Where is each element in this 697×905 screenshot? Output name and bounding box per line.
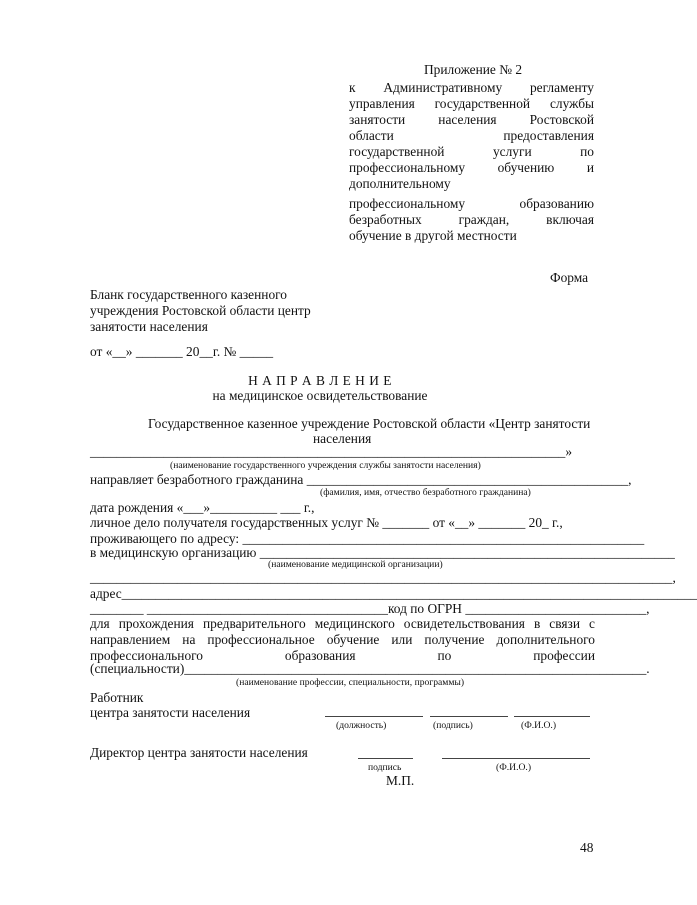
appendix-line: области предоставления <box>349 128 594 143</box>
appendix-line: безработных граждан, включая <box>349 212 594 227</box>
institution-caption: (наименование государственного учреждения службы занятости населения) <box>170 460 481 471</box>
appendix-line: занятости населения Ростовской <box>349 112 594 127</box>
position-caption: (должность) <box>336 720 387 731</box>
institution-line: населения <box>313 431 372 446</box>
appendix-line: государственной услуги по <box>349 144 594 159</box>
purpose-line: профессионального образования по профессии <box>90 648 595 663</box>
signature-line <box>430 716 508 717</box>
purpose-paragraph <box>90 616 595 664</box>
blank-line: занятости населения <box>90 319 208 334</box>
blank-line: Бланк государственного казенного <box>90 287 287 302</box>
field-med-org-caption: (наименование медицинской организации) <box>268 559 443 570</box>
field-specialty: (специальности)_____________________________________________________________________. <box>90 661 650 676</box>
name-caption: (Ф.И.О.) <box>521 720 557 731</box>
appendix-line: управления государственной службы <box>349 96 594 111</box>
worker-label: Работник <box>90 690 144 705</box>
appendix-text <box>349 80 594 244</box>
date-number-line: от «__» _______ 20__г. № _____ <box>90 344 274 359</box>
field-address: проживающего по адресу: ____________________________________________________________ <box>90 531 645 546</box>
director-name-caption: (Ф.И.О.) <box>496 762 532 773</box>
appendix-title: Приложение № 2 <box>424 62 523 77</box>
appendix-line: обучение в другой местности <box>349 228 517 243</box>
name-line <box>514 716 590 717</box>
field-med-org: в медицинскую организацию ______________________________________________________________ <box>90 545 675 560</box>
institution-fill-line: _______________________________________________________________________» <box>90 444 573 459</box>
worker-label: центра занятости населения <box>90 705 251 720</box>
director-label: Директор центра занятости населения <box>90 745 308 760</box>
appendix-line: дополнительному <box>349 176 451 191</box>
purpose-line: направлением на профессиональное обучение или получение дополнительного <box>90 632 595 647</box>
institution-blank <box>90 287 311 335</box>
form-label: Форма <box>550 270 589 285</box>
page-number: 48 <box>580 840 594 855</box>
stamp-place: М.П. <box>386 773 415 788</box>
appendix-line: профессиональному обучению и <box>349 160 594 175</box>
director-signature-caption: подпись <box>368 762 402 773</box>
director-name-line <box>442 758 590 759</box>
document-title: Н А П Р А В Л Е Н И Е <box>248 373 392 388</box>
field-birth: дата рождения «___»__________ ___ г., <box>90 500 315 515</box>
institution-line: Государственное казенное учреждение Ростовской области «Центр занятости <box>148 416 591 431</box>
director-signature-line <box>358 758 413 759</box>
field-org-address: адрес______________________________________________________________________________________ <box>90 586 697 601</box>
field-blank-line: _______________________________________________________________________________________, <box>90 570 676 585</box>
position-line <box>325 716 423 717</box>
signature-caption: (подпись) <box>433 720 473 731</box>
field-ogrn: ________ ____________________________________код по ОГРН ___________________________, <box>90 601 650 616</box>
appendix-line: к Административному регламенту <box>349 80 594 95</box>
purpose-line: для прохождения предварительного медицинского освидетельствования в связи с <box>90 616 595 631</box>
field-file: личное дело получателя государственных услуг № _______ от «__» _______ 20_ г., <box>90 515 563 530</box>
blank-line: учреждения Ростовской области центр <box>90 303 311 318</box>
document-subtitle: на медицинское освидетельствование <box>212 388 428 403</box>
field-sends: направляет безработного гражданина ________________________________________________, <box>90 472 632 487</box>
field-specialty-caption: (наименование профессии, специальности, программы) <box>236 677 465 688</box>
appendix-line: профессиональному образованию <box>349 196 594 211</box>
field-sends-caption: (фамилия, имя, отчество безработного гражданина) <box>320 487 531 498</box>
